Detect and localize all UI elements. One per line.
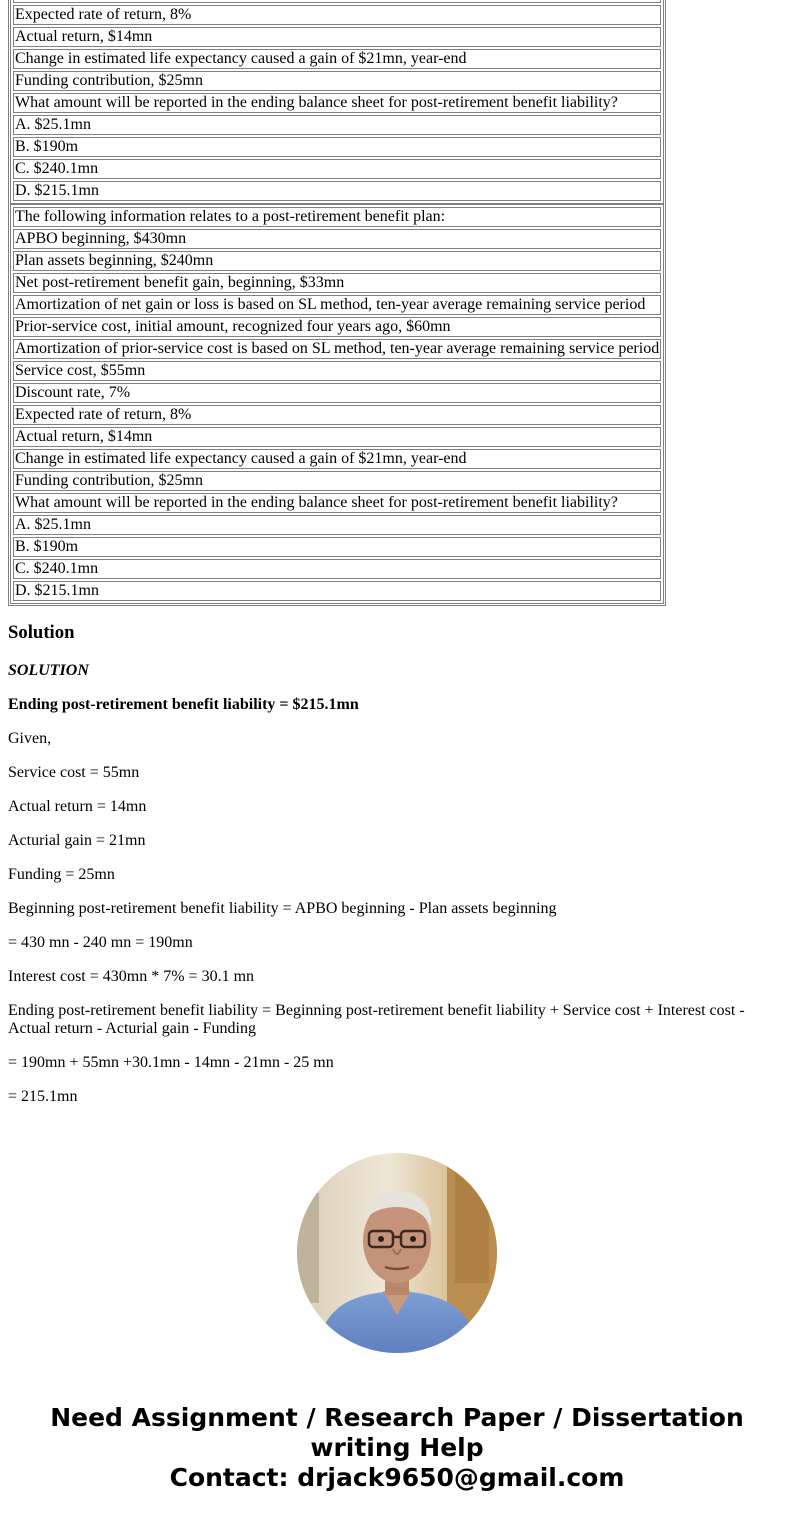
author-avatar bbox=[297, 1153, 497, 1353]
table-row: C. $240.1mn bbox=[13, 559, 661, 579]
table-row: Change in estimated life expectancy caused a gain of $21mn, year-end bbox=[13, 449, 661, 469]
solution-line: Service cost = 55mn bbox=[8, 764, 140, 781]
solution-line: = 190mn + 55mn +30.1mn - 14mn - 21mn - 25 mn bbox=[8, 1054, 334, 1071]
question-table-1 bbox=[10, 0, 664, 204]
footer-contact bbox=[0, 1403, 794, 1493]
table-row: Change in estimated life expectancy caused a gain of $21mn, year-end bbox=[13, 49, 661, 69]
table-row: Actual return, $14mn bbox=[13, 427, 661, 447]
table-row: A. $25.1mn bbox=[13, 115, 661, 135]
table-row: Amortization of prior-service cost is based on SL method, ten-year average remaining service period bbox=[15, 340, 660, 357]
table-row: B. $190m bbox=[13, 537, 661, 557]
table-row: D. $215.1mn bbox=[13, 581, 661, 601]
table-row: Funding contribution, $25mn bbox=[13, 71, 661, 91]
table-row: Expected rate of return, 8% bbox=[13, 5, 661, 25]
table-row: The following information relates to a post-retirement benefit plan: bbox=[13, 207, 661, 227]
solution-line: Actual return = 14mn bbox=[8, 798, 147, 815]
table-row: Actual return, $14mn bbox=[13, 27, 661, 47]
footer-line-help: Need Assignment / Research Paper / Dissertation writing Help bbox=[50, 1403, 744, 1462]
table-row: Service cost, $55mn bbox=[13, 361, 661, 381]
table-row: Amortization of net gain or loss is based on SL method, ten-year average remaining service period bbox=[13, 295, 661, 315]
solution-answer: Ending post-retirement benefit liability = $215.1mn bbox=[8, 696, 359, 713]
solution-line: Ending post-retirement benefit liability = Beginning post-retirement benefit liability + Service cost + Interest cost - Actual return - Acturial gain - Funding bbox=[8, 1002, 745, 1037]
avatar-portrait-icon bbox=[297, 1153, 497, 1353]
table-row: Expected rate of return, 8% bbox=[13, 405, 661, 425]
table-row: Plan assets beginning, $240mn bbox=[13, 251, 661, 271]
solution-line: Acturial gain = 21mn bbox=[8, 832, 146, 849]
table-row-truncated bbox=[13, 0, 661, 3]
footer-line-contact: Contact: drjack9650@gmail.com bbox=[169, 1463, 625, 1492]
solution-line: = 215.1mn bbox=[8, 1088, 78, 1105]
solution-line: Given, bbox=[8, 730, 52, 747]
question-table-2 bbox=[10, 204, 664, 604]
solution-label: SOLUTION bbox=[8, 662, 89, 679]
table-row: B. $190m bbox=[13, 137, 661, 157]
solution-line: Funding = 25mn bbox=[8, 866, 115, 883]
table-row: C. $240.1mn bbox=[13, 159, 661, 179]
solution-line: Interest cost = 430mn * 7% = 30.1 mn bbox=[8, 968, 255, 985]
solution-section bbox=[8, 622, 786, 1122]
table-row: Net post-retirement benefit gain, beginning, $33mn bbox=[13, 273, 661, 293]
solution-line: Beginning post-retirement benefit liability = APBO beginning - Plan assets beginning bbox=[8, 900, 557, 917]
table-row: Discount rate, 7% bbox=[13, 383, 661, 403]
table-row: What amount will be reported in the ending balance sheet for post-retirement benefit liability? bbox=[13, 493, 661, 513]
solution-line: = 430 mn - 240 mn = 190mn bbox=[8, 934, 193, 951]
table-row: APBO beginning, $430mn bbox=[13, 229, 661, 249]
solution-heading: Solution bbox=[8, 622, 75, 643]
table-row: What amount will be reported in the ending balance sheet for post-retirement benefit liability? bbox=[13, 93, 661, 113]
table-row: A. $25.1mn bbox=[13, 515, 661, 535]
question-tables bbox=[8, 0, 666, 606]
table-row: Prior-service cost, initial amount, recognized four years ago, $60mn bbox=[13, 317, 661, 337]
table-row: D. $215.1mn bbox=[13, 181, 661, 201]
table-row: Funding contribution, $25mn bbox=[13, 471, 661, 491]
